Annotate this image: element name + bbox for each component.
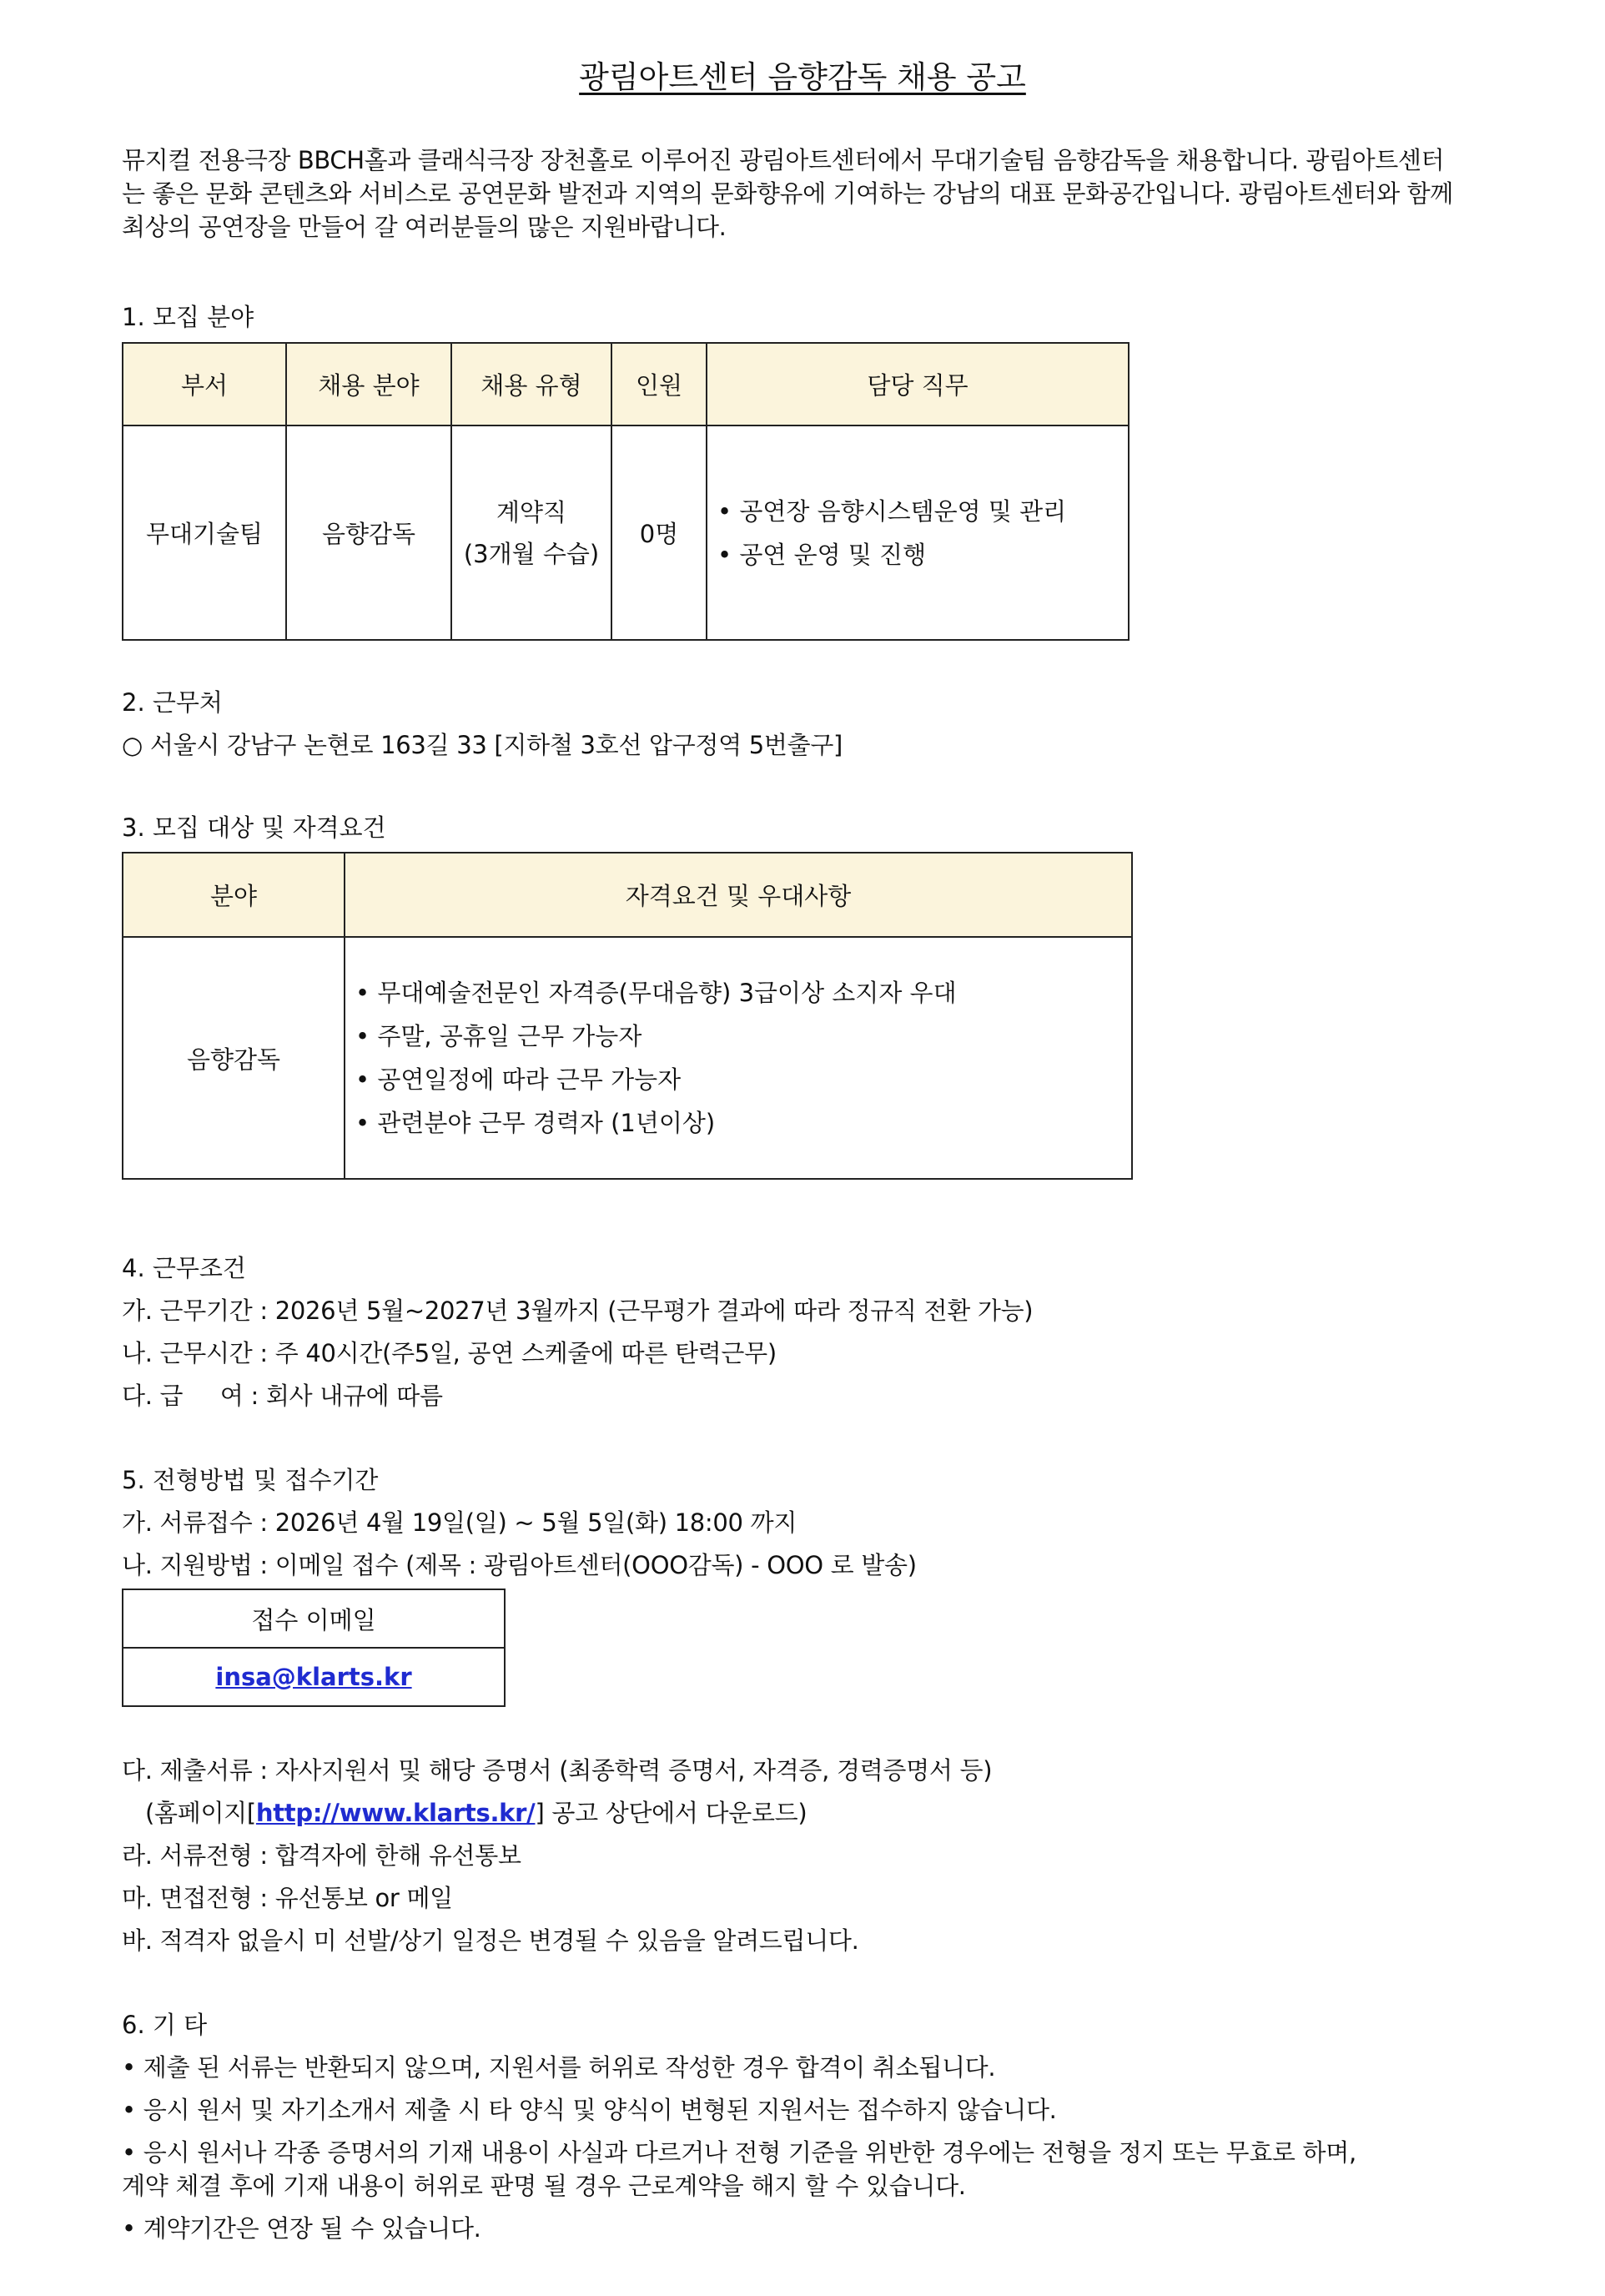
recruit-table	[122, 342, 1130, 641]
application-method: 나. 지원방법 : 이메일 접수 (제목 : 광림아트센터(OOO감독) - OOO 로 발송)	[122, 1551, 917, 1579]
etc-item: • 계약기간은 연장 될 수 있습니다.	[122, 2214, 481, 2243]
section2-title: 2. 근무처	[122, 688, 223, 717]
page-title: 광림아트센터 음향감독 채용 공고	[579, 59, 1026, 95]
type-line2: (3개월 수습)	[463, 539, 600, 568]
schedule-notice: 바. 적격자 없을시 미 선발/상기 일정은 변경될 수 있음을 알려드립니다.	[122, 1926, 859, 1955]
condition-hours: 나. 근무시간 : 주 40시간(주5일, 공연 스케줄에 따른 탄력근무)	[122, 1339, 777, 1367]
homepage-link[interactable]: http://www.klarts.kr/	[255, 1799, 536, 1827]
condition-salary: 다. 급 여 : 회사 내규에 따름	[122, 1382, 443, 1410]
homepage-prefix: (홈페이지[	[145, 1799, 256, 1827]
email-header: 접수 이메일	[123, 1589, 505, 1648]
header-dept: 부서	[123, 343, 286, 425]
duty-item: • 공연 운영 및 진행	[717, 540, 927, 569]
homepage-suffix: ] 공고 상단에서 다운로드)	[535, 1799, 808, 1827]
homepage-note	[145, 1795, 807, 1829]
cell-type	[451, 425, 611, 640]
etc-item: • 응시 원서 및 자기소개서 제출 시 타 양식 및 양식이 변형된 지원서는 접수하지 않습니다.	[122, 2096, 1057, 2124]
qualification-table	[122, 852, 1133, 1180]
cell-dept: 무대기술팀	[123, 425, 286, 640]
header-field: 채용 분야	[286, 343, 451, 425]
email-table	[122, 1589, 506, 1707]
email-cell	[123, 1648, 505, 1706]
cell-duties	[707, 425, 1129, 640]
application-period: 가. 서류접수 : 2026년 4월 19일(일) ~ 5월 5일(화) 18:00 까지	[122, 1508, 797, 1537]
header-area: 분야	[123, 853, 345, 937]
qualification-item: • 무대예술전문인 자격증(무대음향) 3급이상 소지자 우대	[355, 979, 957, 1007]
qualification-item: • 공연일정에 따라 근무 가능자	[355, 1065, 682, 1094]
header-qualifications: 자격요건 및 우대사항	[345, 853, 1132, 937]
workplace-address: ○ 서울시 강남구 논현로 163길 33 [지하철 3호선 압구정역 5번출구]	[122, 731, 843, 759]
section4-title: 4. 근무조건	[122, 1254, 246, 1282]
duty-item: • 공연장 음향시스템운영 및 관리	[717, 496, 1067, 526]
section6-title: 6. 기 타	[122, 2011, 208, 2039]
type-line1: 계약직	[496, 497, 567, 526]
cell-field: 음향감독	[286, 425, 451, 640]
section5-title: 5. 전형방법 및 접수기간	[122, 1466, 379, 1494]
interview-screening: 마. 면접전형 : 유선통보 or 메일	[122, 1884, 453, 1912]
etc-item: • 응시 원서나 각종 증명서의 기재 내용이 사실과 다르거나 전형 기준을 위반한 경우에는 전형을 정지 또는 무효로 하며,	[122, 2138, 1356, 2167]
cell-qualifications	[345, 937, 1132, 1179]
cell-count: 0명	[611, 425, 707, 640]
header-count: 인원	[611, 343, 707, 425]
etc-item-continued: 계약 체결 후에 기재 내용이 허위로 판명 될 경우 근로계약을 해지 할 수 있습니다.	[122, 2172, 966, 2200]
cell-area: 음향감독	[123, 937, 345, 1179]
etc-item: • 제출 된 서류는 반환되지 않으며, 지원서를 허위로 작성한 경우 합격이 취소됩니다.	[122, 2053, 996, 2082]
section3-title: 3. 모집 대상 및 자격요건	[122, 813, 386, 842]
email-link[interactable]: insa@klarts.kr	[215, 1663, 412, 1691]
condition-period: 가. 근무기간 : 2026년 5월~2027년 3월까지 (근무평가 결과에 따라 정규직 전환 가능)	[122, 1297, 1034, 1325]
section1-title: 1. 모집 분야	[122, 303, 254, 331]
document-screening: 라. 서류전형 : 합격자에 한해 유선통보	[122, 1841, 521, 1870]
documents-required: 다. 제출서류 : 자사지원서 및 해당 증명서 (최종학력 증명서, 자격증, 경력증명서 등)	[122, 1756, 993, 1785]
intro-paragraph: 뮤지컬 전용극장 BBCH홀과 클래식극장 장천홀로 이루어진 광림아트센터에서 무대기술팀 음향감독을 채용합니다. 광림아트센터는 좋은 문화 콘텐츠와 서비스로 공연문화 발전과 지역의 문화향유에 기여하는 강남의 대표 문화공간입니다. 광림아트센터와 함께 최상의 공연장을 만들어 갈 여러분들의 많은 지원바랍니다.	[122, 146, 1453, 241]
header-duties: 담당 직무	[707, 343, 1129, 425]
header-type: 채용 유형	[451, 343, 611, 425]
qualification-item: • 관련분야 근무 경력자 (1년이상)	[355, 1109, 716, 1137]
qualification-item: • 주말, 공휴일 근무 가능자	[355, 1022, 642, 1050]
